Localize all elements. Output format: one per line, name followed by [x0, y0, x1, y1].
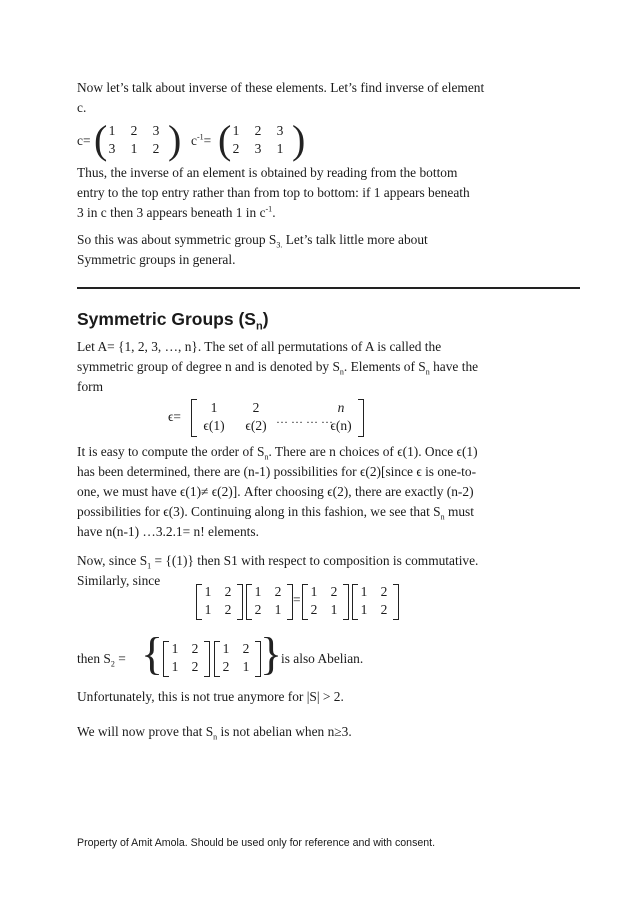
matrix-cell: ϵ(2) — [245, 418, 267, 433]
right-bracket — [343, 584, 349, 620]
right-bracket — [204, 641, 210, 677]
matrix-cell: 2 — [191, 641, 199, 656]
page-footer: Property of Amit Amola. Should be used only for reference and with consent. — [77, 837, 436, 849]
matrix-cell: 3 — [108, 141, 116, 156]
text-span: Let’s talk little more about — [282, 232, 428, 247]
text-span: = {(1)} then S1 with respect to composition is commutative. — [151, 553, 479, 568]
text-line: Let A= {1, 2, 3, …, n}. The set of all permutations of A is called the — [77, 339, 442, 354]
subscript: n — [264, 452, 269, 462]
matrix-cell: 2 — [274, 584, 282, 599]
product-equation — [196, 583, 396, 623]
epsilon-equation — [168, 398, 368, 438]
matrix-cell: 1 — [360, 584, 368, 599]
matrix-cell: 3 — [276, 123, 284, 138]
ellipsis: … … … … — [276, 412, 333, 426]
matrix-cell: 1 — [171, 641, 179, 656]
c-inverse-base: c — [191, 133, 197, 148]
matrix-cell: 2 — [310, 602, 318, 617]
matrix-cell: 1 — [108, 123, 116, 138]
text-span: symmetric group of degree n and is denoted by S — [77, 359, 340, 374]
matrix-cell: 2 — [191, 659, 199, 674]
matrix-cell: 1 — [276, 141, 284, 156]
matrix-cell: 1 — [204, 584, 212, 599]
text-line: have n(n-1) …3.2.1= n! elements. — [77, 524, 259, 539]
text-line: one, we must have ϵ(1)≠ ϵ(2)]. After choosing ϵ(2), there are exactly (n-2) — [77, 484, 474, 499]
right-bracket — [393, 584, 399, 620]
text-span: 3 in c then 3 appears beneath 1 in c — [77, 205, 266, 220]
matrix-cell: 2 — [224, 602, 232, 617]
text-line — [77, 442, 478, 462]
heading-text: Symmetric Groups (S — [77, 309, 256, 329]
text-line — [77, 502, 478, 522]
equals-sign: = — [293, 592, 301, 607]
left-paren: ( — [218, 117, 232, 162]
text-line — [77, 357, 478, 377]
text-line: Unfortunately, this is not true anymore for |S| > 2. — [77, 689, 344, 704]
superscript: -1 — [265, 204, 273, 214]
matrix-cell: 2 — [130, 123, 138, 138]
matrix-cell: 2 — [380, 602, 388, 617]
left-brace: { — [141, 628, 164, 679]
text-line: Thus, the inverse of an element is obtained by reading from the bottom — [77, 165, 458, 180]
matrix-cell: 1 — [222, 641, 230, 656]
text-line — [77, 203, 470, 223]
matrix-cell: 2 — [254, 602, 262, 617]
abelian-text: is also Abelian. — [281, 651, 364, 666]
matrix-cell: 2 — [252, 400, 260, 415]
matrix-cell: 3 — [152, 123, 160, 138]
matrix-cell: 2 — [222, 659, 230, 674]
matrix-cell: 1 — [171, 659, 179, 674]
text-line — [77, 230, 428, 250]
right-bracket — [237, 584, 243, 620]
subscript: n — [425, 367, 430, 377]
matrix-cell: 2 — [330, 584, 338, 599]
text-line: Similarly, since — [77, 573, 161, 588]
right-brace: } — [260, 628, 283, 679]
matrix-cell: 2 — [224, 584, 232, 599]
c-inverse-eq: = — [203, 133, 212, 148]
matrix-cell: 1 — [242, 659, 250, 674]
matrix-cell: 1 — [274, 602, 282, 617]
matrix-cell: 3 — [254, 141, 262, 156]
text-line — [77, 722, 352, 742]
text-span: = — [114, 651, 126, 666]
c-label: c= — [77, 133, 91, 148]
epsilon-label: ϵ= — [168, 409, 181, 424]
matrix-cell: 1 — [254, 584, 262, 599]
right-bracket — [358, 399, 364, 437]
text-span: . Elements of S — [343, 359, 426, 374]
text-span: then S — [77, 651, 111, 666]
matrix-cell: 1 — [210, 400, 218, 415]
text-span: We will now prove that S — [77, 724, 214, 739]
paragraph-symmetric-s3 — [77, 230, 428, 270]
text-line — [77, 551, 478, 571]
matrix-cell: 1 — [232, 123, 240, 138]
text-line: c. — [77, 100, 87, 115]
text-line: form — [77, 379, 104, 394]
text-span: must — [444, 504, 474, 519]
right-paren: ) — [168, 117, 182, 162]
text-span: have the — [429, 359, 479, 374]
right-paren: ) — [292, 117, 306, 162]
matrix-cell: ϵ(1) — [203, 418, 225, 433]
subscript: n — [440, 512, 445, 522]
paragraph-inverse-explanation — [77, 163, 470, 223]
text-line: has been determined, there are (n-1) possibilities for ϵ(2)[since ϵ is one-to- — [77, 464, 477, 479]
heading-close: ) — [262, 309, 269, 329]
subscript: 3. — [276, 240, 283, 250]
inverse-equation — [77, 117, 327, 164]
text-span: . — [272, 205, 276, 220]
paragraph-definition — [77, 337, 478, 397]
matrix-cell: 1 — [330, 602, 338, 617]
text-span: possibilities for ϵ(3). Continuing along in this fashion, we see that S — [77, 504, 441, 519]
text-span: Now, since S — [77, 553, 148, 568]
text-line: entry to the top entry rather than from top to bottom: if 1 appears beneath — [77, 185, 470, 200]
section-divider — [77, 287, 580, 289]
subscript: 1 — [147, 561, 152, 571]
c-inverse-label — [191, 131, 211, 151]
matrix-cell: 2 — [232, 141, 240, 156]
c-inverse-sup: -1 — [196, 132, 204, 142]
subscript: n — [339, 367, 344, 377]
section-heading — [77, 309, 269, 333]
s2-label — [77, 649, 126, 669]
matrix-cell: 2 — [380, 584, 388, 599]
paragraph-inverse-intro — [77, 78, 484, 118]
left-paren: ( — [94, 117, 108, 162]
text-span: . There are n choices of ϵ(1). Once ϵ(1) — [268, 444, 478, 459]
matrix-cell: 1 — [360, 602, 368, 617]
s2-equation — [77, 628, 417, 681]
text-span: is not abelian when n≥3. — [217, 724, 352, 739]
matrix-cell: 1 — [130, 141, 138, 156]
matrix-cell: 2 — [152, 141, 160, 156]
matrix-cell: 2 — [254, 123, 262, 138]
text-line: Now let’s talk about inverse of these elements. Let’s find inverse of element — [77, 80, 485, 95]
text-line: Symmetric groups in general. — [77, 252, 236, 267]
subscript: n — [213, 732, 218, 742]
matrix-cell: n — [337, 400, 345, 415]
paragraph-order — [77, 442, 478, 542]
paragraph-not-true — [77, 687, 344, 707]
text-span: So this was about symmetric group S — [77, 232, 277, 247]
subscript: 2 — [110, 659, 115, 669]
matrix-cell: 1 — [204, 602, 212, 617]
left-bracket — [191, 399, 197, 437]
matrix-cell: 1 — [310, 584, 318, 599]
text-span: It is easy to compute the order of S — [77, 444, 265, 459]
matrix-cell: 2 — [242, 641, 250, 656]
heading-subscript: n — [255, 320, 263, 333]
paragraph-prove — [77, 722, 352, 742]
matrix-cell: ϵ(n) — [330, 418, 352, 433]
